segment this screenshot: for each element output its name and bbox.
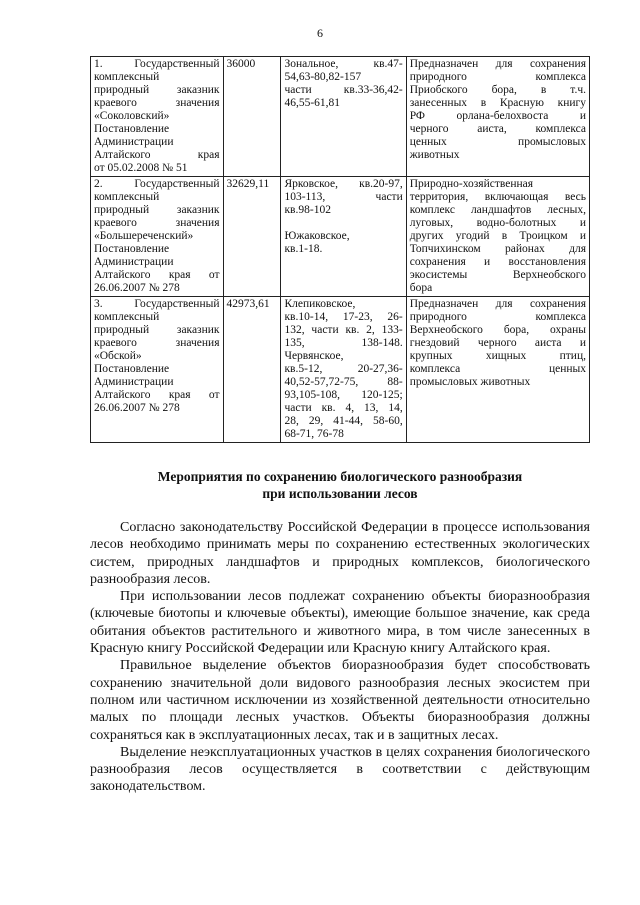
cell-line: Предназначен для сохранения	[409, 298, 586, 310]
cell-line: бора	[409, 282, 433, 294]
cell-line: Постановление	[94, 363, 170, 375]
cell-line: ценных промысловых	[409, 136, 586, 148]
section-heading	[90, 468, 590, 502]
cell-line: комплекс ландшафтов лесных,	[409, 204, 586, 216]
cell-line: Природно-хозяйственная	[409, 178, 534, 190]
cell-line: 46,55-61,81	[284, 97, 341, 109]
table-row	[91, 57, 590, 177]
cell-line: комплексный	[94, 71, 160, 83]
cell-line: Южаковское,	[284, 230, 350, 242]
cell-line: 103-113, части	[284, 191, 403, 203]
cell-line: других угодий в Троицком и	[409, 230, 586, 242]
cell-line: комплексный	[94, 311, 160, 323]
cell-line: природного комплекса	[409, 71, 586, 83]
cell-line: комплекса ценных	[409, 363, 586, 375]
cell-line: краевого значения	[94, 217, 220, 229]
cell-line: 40,52-57,72-75, 88-	[284, 376, 403, 388]
reserve-name-cell	[91, 177, 224, 297]
cell-line: промысловых животных	[409, 376, 531, 388]
cell-line: Зональное, кв.47-	[284, 58, 403, 70]
cell-line: природный заказник	[94, 84, 220, 96]
cell-line	[284, 217, 402, 230]
cell-line: Алтайского края	[94, 149, 220, 161]
cell-line: 1. Государственный	[94, 58, 220, 70]
cell-line: кв.1-18.	[284, 243, 323, 255]
cell-line: 26.06.2007 № 278	[94, 402, 180, 414]
cell-line: занесенных в Красную книгу	[409, 97, 586, 109]
cell-line: Ярковское, кв.20-97,	[284, 178, 403, 190]
cell-line: 68-71, 76-78	[284, 428, 344, 440]
location-cell	[281, 297, 406, 443]
location-cell	[281, 57, 406, 177]
cell-line: экосистемы Верхнеобского	[409, 269, 586, 281]
cell-line: краевого значения	[94, 337, 220, 349]
cell-line: 2. Государственный	[94, 178, 220, 190]
cell-line: 54,63-80,82-157	[284, 71, 362, 83]
cell-line: крупных хищных птиц,	[409, 350, 586, 362]
purpose-cell	[406, 57, 589, 177]
cell-line: черного аиста, комплекса	[409, 123, 586, 135]
location-cell	[281, 177, 406, 297]
cell-line: Клепиковское,	[284, 298, 356, 310]
paragraph: Правильное выделение объектов биоразнообразия будет способствовать сохранению значительной доли видового разнообразия лесных экосистем при полном или частичном исключении из хозяйственной деятельности относительно малых по площади лесных участков. Объекты биоразнообразия должны сохраняться как в эксплуатационных лесах, так и в защитных лесах.	[90, 658, 590, 743]
cell-line: Приобского бора, в т.ч.	[409, 84, 586, 96]
cell-line: кв.98-102	[284, 204, 331, 216]
cell-line: 93,105-108, 120-125;	[284, 389, 403, 401]
paragraph: Согласно законодательству Российской Федерации в процессе использования лесов необходимо принимать меры по сохранению естественных экологических систем, природных ландшафтов и природных комплексов, биологического разнообразия лесов.	[90, 520, 590, 587]
purpose-cell	[406, 177, 589, 297]
cell-line: территория, включающая весь	[409, 191, 586, 203]
reserve-name-cell	[91, 297, 224, 443]
paragraph: Выделение неэксплуатационных участков в целях сохранения биологического разнообразия лесов осуществляется в соответствии с действующим законодательством.	[90, 744, 590, 795]
paragraph: При использовании лесов подлежат сохранению объекты биоразнообразия (ключевые биотопы и ключевые объекты), имеющие большое значение, как среда обитания объектов растительного и животного мира, в том числе занесенных в Красную книгу Российской Федерации или Красную книгу Алтайского края.	[90, 589, 590, 657]
reserves-table-body	[91, 57, 590, 443]
cell-line: кв.5-12, 20-27,36-	[284, 363, 403, 375]
cell-line: Постановление	[94, 123, 170, 135]
cell-line: 132, части кв. 2, 133-	[284, 324, 403, 336]
cell-text: 32629,11	[226, 178, 270, 190]
cell-line: «Большереченский»	[94, 230, 194, 242]
table-row	[91, 177, 590, 297]
cell-text: 36000	[226, 58, 256, 70]
cell-line: Верхнеобского бора, охраны	[409, 324, 586, 336]
cell-line: от 05.02.2008 № 51	[94, 162, 188, 174]
cell-line: животных	[409, 149, 460, 161]
cell-line: РФ орлана-белохвоста и	[409, 110, 586, 122]
cell-line: сохранения и восстановления	[409, 256, 586, 268]
cell-line: Топчихинском районах для	[409, 243, 586, 255]
cell-line: Червянское,	[284, 350, 344, 362]
reserves-table	[90, 56, 590, 443]
area-cell	[223, 177, 281, 297]
reserve-name-cell	[91, 57, 224, 177]
cell-line: Администрации	[94, 136, 174, 148]
cell-line: 28, 29, 41-44, 58-60,	[284, 415, 403, 427]
cell-line: «Соколовский»	[94, 110, 170, 122]
cell-line: 26.06.2007 № 278	[94, 282, 180, 294]
area-cell	[223, 57, 281, 177]
cell-line: части кв.33-36,42-	[284, 84, 403, 96]
cell-line: природного комплекса	[409, 311, 586, 323]
cell-line: «Обской»	[94, 350, 142, 362]
cell-line: гнездовий черного аиста и	[409, 337, 586, 349]
cell-line: природный заказник	[94, 204, 220, 216]
purpose-cell	[406, 297, 589, 443]
cell-line: Алтайского края от	[94, 269, 220, 281]
cell-line: Постановление	[94, 243, 170, 255]
cell-text: 42973,61	[226, 298, 270, 310]
body-text	[90, 519, 590, 796]
cell-line: Администрации	[94, 376, 174, 388]
cell-line: краевого значения	[94, 97, 220, 109]
cell-line: Администрации	[94, 256, 174, 268]
heading-line-1: Мероприятия по сохранению биологического разнообразия	[157, 469, 523, 484]
cell-line: кв.10-14, 17-23, 26-	[284, 311, 403, 323]
cell-line: Алтайского края от	[94, 389, 220, 401]
cell-line: 3. Государственный	[94, 298, 220, 310]
cell-line: природный заказник	[94, 324, 220, 336]
heading-line-2: при использовании лесов	[262, 486, 418, 501]
table-row	[91, 297, 590, 443]
cell-line: луговых, водно-болотных и	[409, 217, 586, 229]
area-cell	[223, 297, 281, 443]
cell-line: комплексный	[94, 191, 160, 203]
cell-line: части кв. 4, 13, 14,	[284, 402, 403, 414]
page-number: 6	[317, 26, 323, 40]
cell-line: Предназначен для сохранения	[409, 58, 586, 70]
cell-line: 135, 138-148.	[284, 337, 403, 349]
